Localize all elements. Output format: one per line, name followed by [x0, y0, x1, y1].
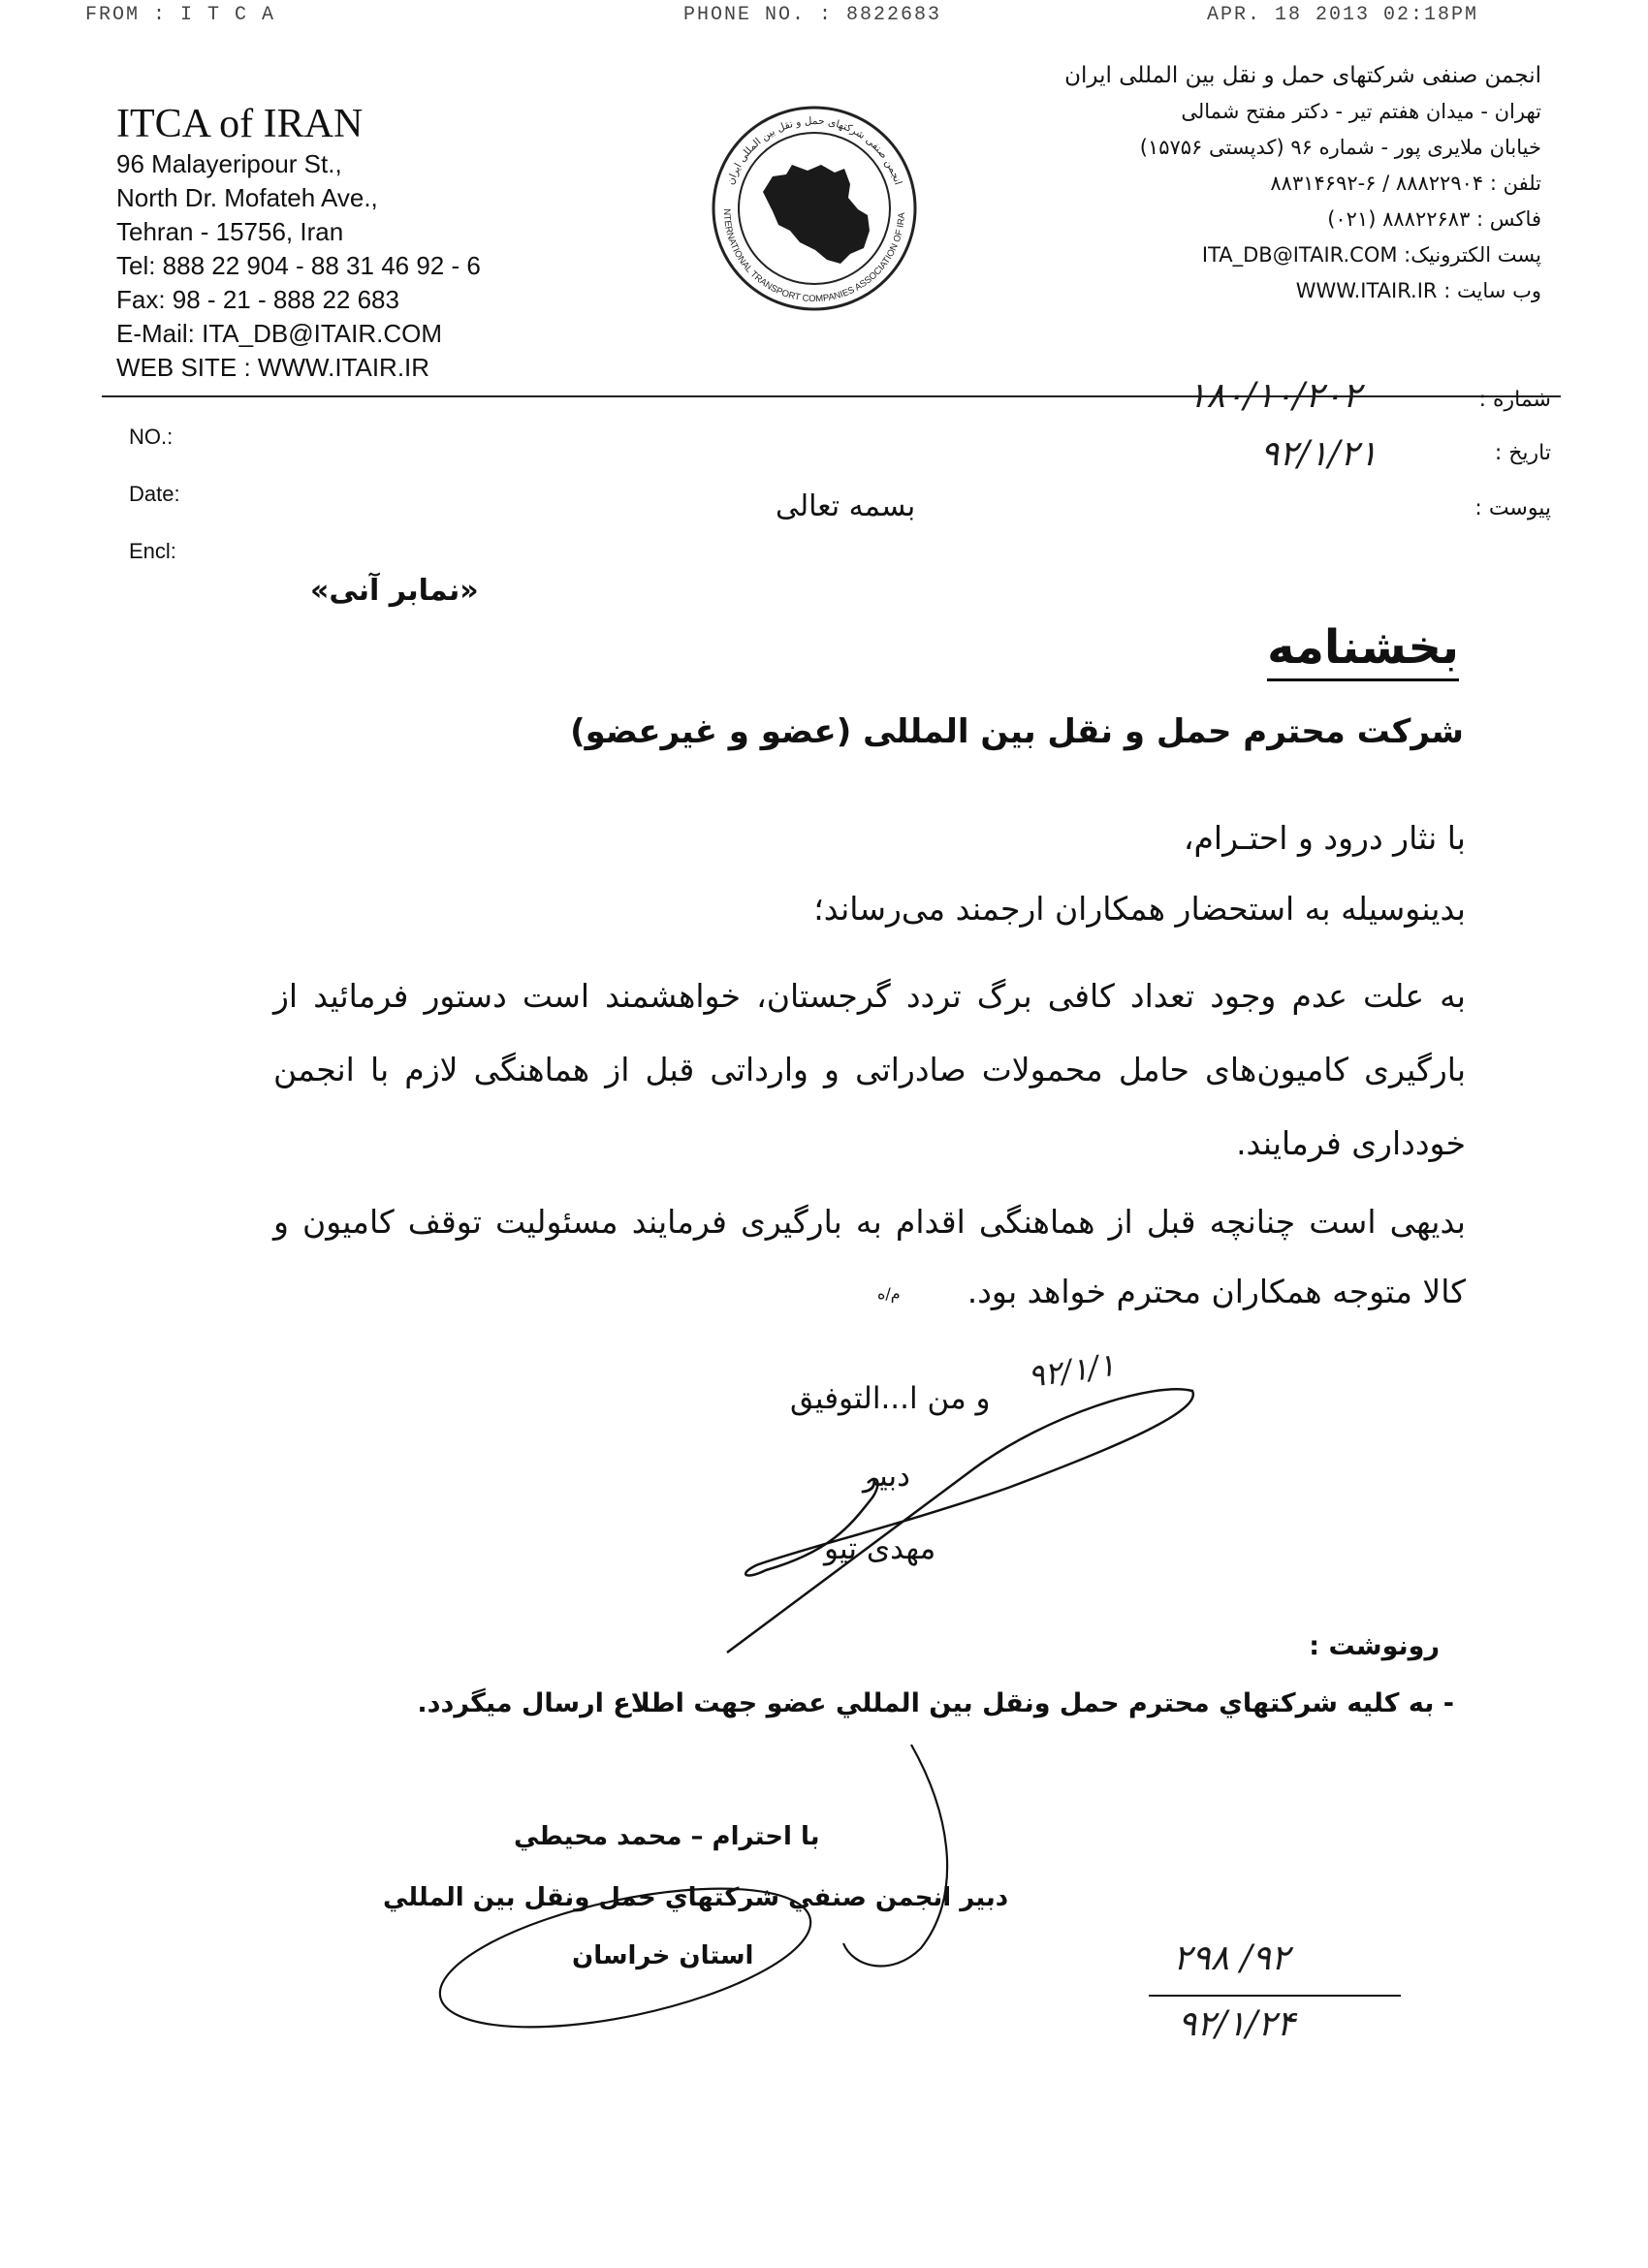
forwarding-province: استان خراسان: [572, 1941, 754, 1970]
fax-datetime: APR. 18 2013 02:18PM: [1207, 4, 1479, 26]
number-label-fa: شماره :: [1478, 388, 1551, 412]
email-line: E-Mail: ITA_DB@ITAIR.COM: [116, 319, 443, 348]
forwarding-title: دبير انجمن صنفي شركتهاي حمل ونقل بين المللي: [383, 1883, 1009, 1912]
website-line-fa: وب سایت : WWW.ITAIR.IR: [1295, 279, 1541, 302]
closing-phrase: و من ا...التوفیق: [790, 1381, 991, 1416]
cc-line: - به كليه شركتهاي محترم حمل ونقل بين المللي عضو جهت اطلاع ارسال ميگردد.: [417, 1688, 1454, 1718]
director-signature: [727, 1389, 1193, 1653]
address-line-fa: تهران - میدان هفتم تیر - دکتر مفتح شمالی: [1181, 100, 1541, 123]
fax-urgent-note: «نمابر آنی»: [310, 574, 479, 608]
email-line-fa: پست الکترونیک: ITA_DB@ITAIR.COM: [1201, 243, 1541, 267]
website-line: WEB SITE : WWW.ITAIR.IR: [116, 353, 430, 382]
seal-ring-text-en: NTERNATIONAL TRANSPORT COMPANIES ASSOCIATION OF IRA: [720, 208, 908, 305]
forwarding-regards: با احترام – محمد محيطي: [514, 1822, 820, 1851]
enclosure-label-fa: پیوست :: [1474, 496, 1551, 520]
phone-line-fa: تلفن : ۸۸۸۲۲۹۰۴ / ۶-۸۸۳۱۴۶۹۲: [1270, 172, 1541, 195]
address-line-fa: خیابان ملایری پور - شماره ۹۶ (کدپستی ۱۵۷۵۶): [1139, 136, 1541, 159]
date-label-fa: تاریخ :: [1494, 441, 1551, 465]
address-line: North Dr. Mofateh Ave.,: [116, 183, 378, 212]
address-line: 96 Malayeripour St.,: [116, 149, 342, 178]
handwritten-letter-number: ۱۸۰/۱۰/۲۰۲: [1188, 376, 1361, 416]
association-name-fa: انجمن صنفی شرکتهای حمل و نقل بین المللی ایران: [1064, 63, 1541, 88]
greeting: با نثار درود و احتـرام،: [1183, 819, 1466, 857]
fax-line: Fax: 98 - 21 - 888 22 683: [116, 285, 399, 314]
handwritten-letter-date: ۹۲/۱/۲۱: [1260, 434, 1378, 474]
body-paragraph-2: بدیهی است چنانچه قبل از هماهنگی اقدام به بارگیری فرمایند مسئولیت توقف کامیون و کالا متوجه همکاران محترم خواهد بود.: [273, 1203, 1466, 1310]
handwritten-annotation: ۹۲/۱/۱: [1025, 1345, 1118, 1396]
body-paragraph-1: به علت عدم وجود تعداد کافی برگ تردد گرجستان، خواهشمند است دستور فرمائید از بارگیری کامیون‌های حامل محمولات صادراتی و وارداتی قبل از هماهنگی لازم با انجمن خودداری فرمایند.: [273, 977, 1466, 1162]
intro-line: بدینوسیله به استحضار همکاران ارجمند می‌رساند؛: [813, 890, 1466, 928]
invocation: بسمه تعالی: [776, 489, 916, 523]
fax-from: FROM : I T C A: [85, 4, 276, 26]
number-label: NO.:: [129, 425, 174, 449]
fax-line-fa: فاکس : ۸۸۸۲۲۶۸۳ (۰۲۱): [1327, 207, 1541, 231]
addressee: شرکت محترم حمل و نقل بین المللی (عضو و غیرعضو): [570, 712, 1464, 751]
signer-name: مهدی تیو: [824, 1531, 936, 1566]
fax-phone: PHONE NO. : 8822683: [683, 4, 942, 26]
received-number: ۲۹۸ /۹۲: [1173, 1938, 1290, 1978]
enclosure-label: Encl:: [129, 539, 176, 563]
address-line: Tehran - 15756, Iran: [116, 217, 344, 246]
secretary-signature-tail: [843, 1745, 947, 1967]
brand-name: ITCA of IRAN: [116, 102, 364, 146]
seal-ring-text-fa: انجمن صنفی شرکتهای حمل و نقل بین المللی ایران: [724, 114, 904, 187]
date-label: Date:: [129, 482, 180, 506]
received-date: ۹۲/۱/۲۴: [1178, 2004, 1295, 2044]
signer-title: دبیر: [863, 1459, 910, 1494]
cc-label: رونوشت :: [1309, 1631, 1440, 1661]
letter-title: بخشنامه: [1267, 620, 1459, 681]
typist-initials: م/ه: [877, 1284, 901, 1303]
phone-line: Tel: 888 22 904 - 88 31 46 92 - 6: [116, 251, 481, 280]
